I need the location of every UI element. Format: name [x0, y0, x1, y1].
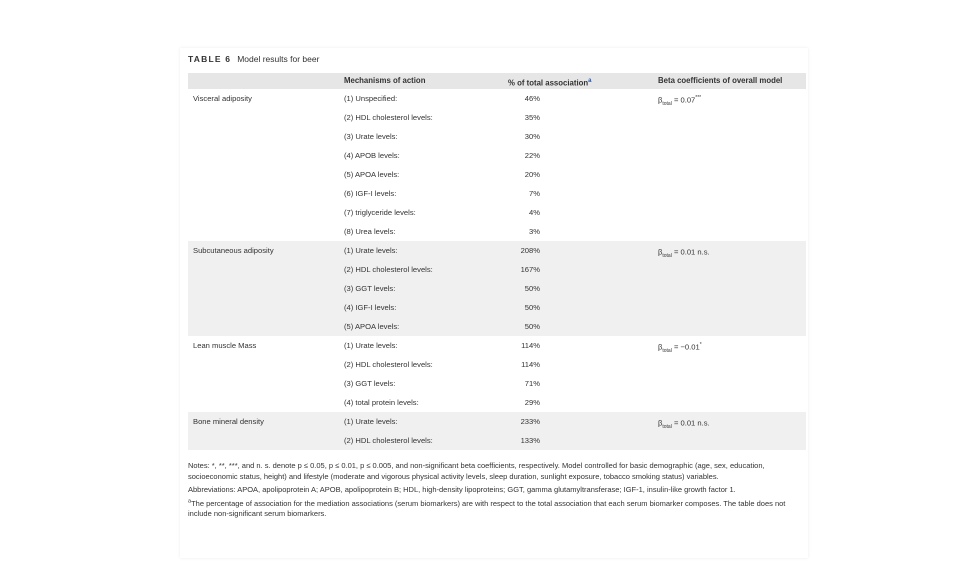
row-percent: 50%: [524, 284, 540, 293]
table-row: [188, 317, 806, 336]
beta-significance: ***: [695, 95, 702, 101]
row-percent: 114%: [521, 341, 540, 350]
table-group: [188, 89, 806, 241]
row-mechanism: (1) Urate levels:: [344, 417, 398, 426]
beta-symbol: β: [658, 342, 663, 352]
row-mechanism: (6) IGF-I levels:: [344, 189, 397, 198]
header-mechanism: Mechanisms of action: [344, 76, 426, 85]
significance-note: Notes: *, **, ***, and n. s. denote p ≤ 0.05, p ≤ 0.01, p ≤ 0.005, and non-significant beta coefficients, respectively. Model controlled for basic demographic (age, sex, education, socioeconomic status, height) and lifestyle (moderate and vigorous physical activity levels, sleep duration, sunlight exposure, tobacco smoking status) variables.: [188, 461, 765, 481]
row-percent: 71%: [524, 379, 540, 388]
beta-symbol: β: [658, 95, 663, 105]
row-mechanism: (2) HDL cholesterol levels:: [344, 265, 433, 274]
header-percent-footnote-mark: a: [588, 78, 592, 84]
abbreviations-note: Abbreviations: APOA, apolipoprotein A; APOB, apolipoprotein B; HDL, high-density lipoproteins; GGT, gamma glutamyltransferase; IGF-1, insulin-like growth factor 1.: [188, 485, 736, 494]
row-mechanism: (5) APOA levels:: [344, 322, 400, 331]
table-row: [188, 146, 806, 165]
table-group: [188, 336, 806, 412]
table-notes: [188, 461, 802, 523]
table-row: [188, 431, 806, 450]
row-mechanism: (2) HDL cholesterol levels:: [344, 360, 433, 369]
row-percent: 7%: [529, 189, 540, 198]
beta-subscript: total: [662, 253, 672, 260]
row-percent: 35%: [524, 113, 540, 122]
table-group: [188, 412, 806, 450]
row-mechanism: (1) Urate levels:: [344, 341, 398, 350]
table-row: [188, 260, 806, 279]
table-row: [188, 108, 806, 127]
row-category: Lean muscle Mass: [193, 341, 257, 350]
row-mechanism: (1) Unspecified:: [344, 94, 398, 103]
row-percent: 30%: [524, 132, 540, 141]
table-row: [188, 279, 806, 298]
footnote-mark: a: [188, 498, 192, 504]
table-header-row: [188, 73, 806, 89]
table-number: TABLE 6: [188, 54, 232, 64]
footnote-text: The percentage of association for the mediation associations (serum biomarkers) are with respect to the total association that each serum biomarker composes. The table does not include non-significant serum biomarkers.: [188, 498, 786, 518]
row-mechanism: (5) APOA levels:: [344, 170, 400, 179]
beta-subscript: total: [662, 424, 672, 431]
table-row: [188, 89, 806, 108]
table-row: [188, 184, 806, 203]
table-title: Model results for beer: [237, 54, 320, 64]
table-row: [188, 127, 806, 146]
row-category: Bone mineral density: [193, 417, 264, 426]
table-row: [188, 412, 806, 431]
footnote-a: [188, 499, 802, 520]
row-mechanism: (4) total protein levels:: [344, 398, 419, 407]
table-row: [188, 241, 806, 260]
beta-symbol: β: [658, 247, 663, 257]
table-row: [188, 393, 806, 412]
row-percent: 114%: [521, 360, 540, 369]
table-row: [188, 336, 806, 355]
row-percent: 208%: [520, 246, 540, 255]
row-percent: 29%: [524, 398, 540, 407]
table-group: [188, 241, 806, 336]
beta-symbol: β: [658, 418, 663, 428]
table-row: [188, 222, 806, 241]
row-category: Visceral adiposity: [193, 94, 252, 103]
beta-significance: *: [699, 342, 702, 348]
beta-value: = 0.07: [671, 95, 696, 105]
beta-value: = 0.01 n.s.: [671, 418, 710, 428]
beta-subscript: total: [662, 101, 672, 108]
row-category: Subcutaneous adiposity: [193, 246, 274, 255]
table-row: [188, 165, 806, 184]
row-percent: 4%: [529, 208, 540, 217]
row-mechanism: (2) HDL cholesterol levels:: [344, 113, 433, 122]
row-mechanism: (3) GGT levels:: [344, 379, 396, 388]
beta-value: = −0.01: [671, 342, 700, 352]
table-row: [188, 374, 806, 393]
row-percent: 22%: [524, 151, 540, 160]
row-mechanism: (4) APOB levels:: [344, 151, 400, 160]
header-percent-label: % of total association: [508, 78, 589, 88]
table-row: [188, 203, 806, 222]
table-caption: [188, 54, 319, 64]
results-table: [188, 73, 806, 450]
row-mechanism: (2) HDL cholesterol levels:: [344, 436, 433, 445]
row-percent: 50%: [524, 303, 540, 312]
row-percent: 20%: [524, 170, 540, 179]
row-mechanism: (3) GGT levels:: [344, 284, 396, 293]
row-mechanism: (4) IGF-I levels:: [344, 303, 397, 312]
row-percent: 50%: [524, 322, 540, 331]
table-body: [188, 89, 806, 450]
header-beta: Beta coefficients of overall model: [658, 76, 783, 85]
row-mechanism: (7) triglyceride levels:: [344, 208, 416, 217]
row-mechanism: (1) Urate levels:: [344, 246, 398, 255]
beta-value: = 0.01 n.s.: [671, 247, 710, 257]
table-row: [188, 298, 806, 317]
table-row: [188, 355, 806, 374]
row-percent: 46%: [524, 94, 540, 103]
document-page: [180, 48, 808, 558]
row-mechanism: (8) Urea levels:: [344, 227, 396, 236]
beta-subscript: total: [662, 348, 672, 355]
row-percent: 233%: [520, 417, 540, 426]
row-percent: 133%: [520, 436, 540, 445]
row-mechanism: (3) Urate levels:: [344, 132, 398, 141]
row-percent: 167%: [520, 265, 540, 274]
row-percent: 3%: [529, 227, 540, 236]
